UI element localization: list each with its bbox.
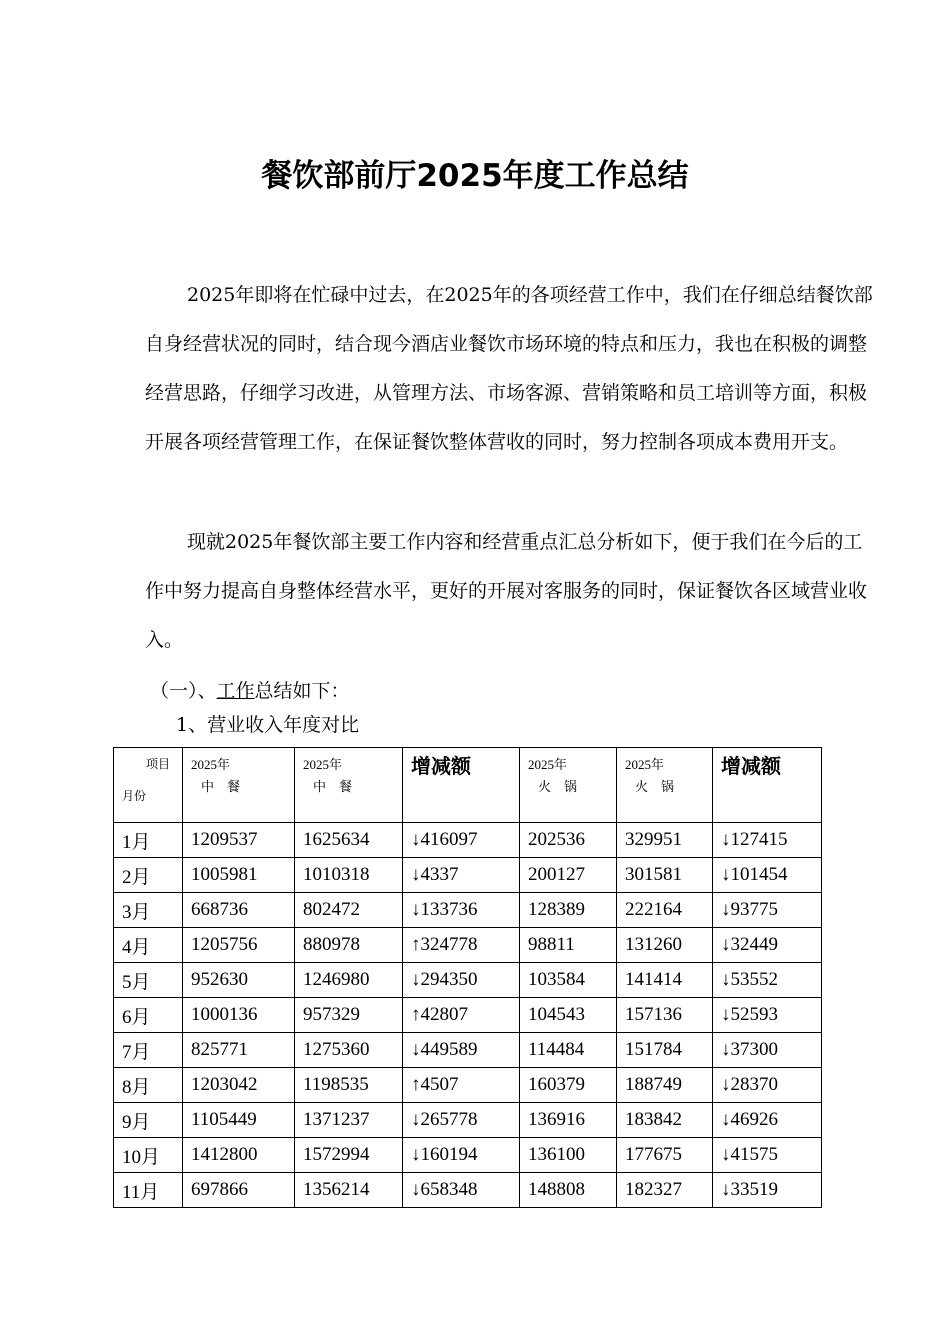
table-header-row xyxy=(114,748,822,823)
header-label: 中 餐 xyxy=(313,779,353,794)
corner-top: 项目 xyxy=(146,757,171,771)
month-cell: 10月 xyxy=(114,1138,183,1173)
change-cell: ↓41575 xyxy=(713,1138,822,1173)
huoguo-cell: 136100 xyxy=(520,1138,617,1173)
table-row xyxy=(114,893,822,928)
change-cell: ↓4337 xyxy=(403,858,520,893)
month-cell: 9月 xyxy=(114,1103,183,1138)
huoguo-cell: 148808 xyxy=(520,1173,617,1208)
change-cell: ↓127415 xyxy=(713,823,822,858)
change-cell: ↓33519 xyxy=(713,1173,822,1208)
huoguo-cell: 329951 xyxy=(617,823,713,858)
table-row xyxy=(114,928,822,963)
huoguo-cell: 200127 xyxy=(520,858,617,893)
section-underlined: 工作 xyxy=(216,680,255,702)
change-cell: ↑42807 xyxy=(403,998,520,1033)
header-year: 2025年 xyxy=(303,757,343,772)
month-cell: 7月 xyxy=(114,1033,183,1068)
huoguo-cell: 182327 xyxy=(617,1173,713,1208)
section-suffix: 总结如下： xyxy=(254,680,350,702)
header-zhongcan-1 xyxy=(183,748,295,823)
change-cell: ↓37300 xyxy=(713,1033,822,1068)
header-label: 火 锅 xyxy=(635,779,675,794)
change-cell: ↓93775 xyxy=(713,893,822,928)
header-label: 火 锅 xyxy=(538,779,578,794)
table-row xyxy=(114,1138,822,1173)
change-cell: ↓133736 xyxy=(403,893,520,928)
huoguo-cell: 131260 xyxy=(617,928,713,963)
huoguo-cell: 98811 xyxy=(520,928,617,963)
corner-bottom: 月份 xyxy=(122,789,147,803)
zhongcan-cell: 1275360 xyxy=(295,1033,403,1068)
header-year: 2025年 xyxy=(625,757,665,772)
header-year: 2025年 xyxy=(191,757,231,772)
table-row xyxy=(114,1103,822,1138)
header-change-2: 增减额 xyxy=(713,748,822,823)
zhongcan-cell: 825771 xyxy=(183,1033,295,1068)
header-change-1: 增减额 xyxy=(403,748,520,823)
zhongcan-cell: 1209537 xyxy=(183,823,295,858)
huoguo-cell: 104543 xyxy=(520,998,617,1033)
huoguo-cell: 157136 xyxy=(617,998,713,1033)
zhongcan-cell: 952630 xyxy=(183,963,295,998)
month-cell: 8月 xyxy=(114,1068,183,1103)
zhongcan-cell: 1625634 xyxy=(295,823,403,858)
zhongcan-cell: 1000136 xyxy=(183,998,295,1033)
month-cell: 6月 xyxy=(114,998,183,1033)
huoguo-cell: 103584 xyxy=(520,963,617,998)
summary-text: 现就2025年餐饮部主要工作内容和经营重点汇总分析如下，便于我们在今后的工作中努力提高自身整体经营水平，更好的开展对客服务的同时，保证餐饮各区域营业收入。 xyxy=(145,531,868,651)
section-prefix: （一）、 xyxy=(150,680,217,702)
header-zhongcan-2 xyxy=(295,748,403,823)
zhongcan-cell: 1371237 xyxy=(295,1103,403,1138)
zhongcan-cell: 957329 xyxy=(295,998,403,1033)
zhongcan-cell: 1205756 xyxy=(183,928,295,963)
zhongcan-cell: 697866 xyxy=(183,1173,295,1208)
zhongcan-cell: 1198535 xyxy=(295,1068,403,1103)
huoguo-cell: 202536 xyxy=(520,823,617,858)
change-cell: ↓160194 xyxy=(403,1138,520,1173)
huoguo-cell: 177675 xyxy=(617,1138,713,1173)
huoguo-cell: 114484 xyxy=(520,1033,617,1068)
table-row xyxy=(114,1068,822,1103)
month-cell: 11月 xyxy=(114,1173,183,1208)
corner-header xyxy=(114,748,183,823)
intro-text: 2025年即将在忙碌中过去，在2025年的各项经营工作中，我们在仔细总结餐饮部自身经营状况的同时，结合现今酒店业餐饮市场环境的特点和压力，我也在积极的调整经营思路，仔细学习改进，从管理方法、市场客源、营销策略和员工培训等方面，积极开展各项经营管理工作，在保证餐饮整体营收的同时，努力控制各项成本费用开支。 xyxy=(145,284,873,453)
header-huoguo-2 xyxy=(617,748,713,823)
huoguo-cell: 128389 xyxy=(520,893,617,928)
change-cell: ↓294350 xyxy=(403,963,520,998)
huoguo-cell: 188749 xyxy=(617,1068,713,1103)
huoguo-cell: 160379 xyxy=(520,1068,617,1103)
summary-paragraph xyxy=(145,518,875,665)
huoguo-cell: 183842 xyxy=(617,1103,713,1138)
revenue-table xyxy=(113,747,822,1208)
huoguo-cell: 136916 xyxy=(520,1103,617,1138)
zhongcan-cell: 1572994 xyxy=(295,1138,403,1173)
month-cell: 2月 xyxy=(114,858,183,893)
change-cell: ↓658348 xyxy=(403,1173,520,1208)
huoguo-cell: 141414 xyxy=(617,963,713,998)
zhongcan-cell: 1203042 xyxy=(183,1068,295,1103)
change-cell: ↓53552 xyxy=(713,963,822,998)
table-row xyxy=(114,858,822,893)
zhongcan-cell: 1246980 xyxy=(295,963,403,998)
huoguo-cell: 301581 xyxy=(617,858,713,893)
intro-paragraph xyxy=(145,271,875,467)
header-label: 中 餐 xyxy=(201,779,241,794)
zhongcan-cell: 668736 xyxy=(183,893,295,928)
huoguo-cell: 151784 xyxy=(617,1033,713,1068)
huoguo-cell: 222164 xyxy=(617,893,713,928)
header-year: 2025年 xyxy=(528,757,568,772)
change-cell: ↓28370 xyxy=(713,1068,822,1103)
section-heading xyxy=(150,676,350,703)
header-huoguo-1 xyxy=(520,748,617,823)
month-cell: 5月 xyxy=(114,963,183,998)
change-cell: ↓449589 xyxy=(403,1033,520,1068)
change-cell: ↓32449 xyxy=(713,928,822,963)
month-cell: 4月 xyxy=(114,928,183,963)
zhongcan-cell: 1005981 xyxy=(183,858,295,893)
table-row xyxy=(114,823,822,858)
change-cell: ↓52593 xyxy=(713,998,822,1033)
zhongcan-cell: 1412800 xyxy=(183,1138,295,1173)
change-cell: ↑4507 xyxy=(403,1068,520,1103)
table-row xyxy=(114,1173,822,1208)
page-title: 餐饮部前厅2025年度工作总结 xyxy=(261,158,689,194)
change-cell: ↓416097 xyxy=(403,823,520,858)
subsection-heading: 1、营业收入年度对比 xyxy=(176,714,360,736)
change-cell: ↓265778 xyxy=(403,1103,520,1138)
month-cell: 3月 xyxy=(114,893,183,928)
zhongcan-cell: 802472 xyxy=(295,893,403,928)
table-row xyxy=(114,1033,822,1068)
zhongcan-cell: 1356214 xyxy=(295,1173,403,1208)
zhongcan-cell: 880978 xyxy=(295,928,403,963)
change-cell: ↑324778 xyxy=(403,928,520,963)
zhongcan-cell: 1010318 xyxy=(295,858,403,893)
month-cell: 1月 xyxy=(114,823,183,858)
zhongcan-cell: 1105449 xyxy=(183,1103,295,1138)
change-cell: ↓101454 xyxy=(713,858,822,893)
table-row xyxy=(114,998,822,1033)
table-row xyxy=(114,963,822,998)
change-cell: ↓46926 xyxy=(713,1103,822,1138)
